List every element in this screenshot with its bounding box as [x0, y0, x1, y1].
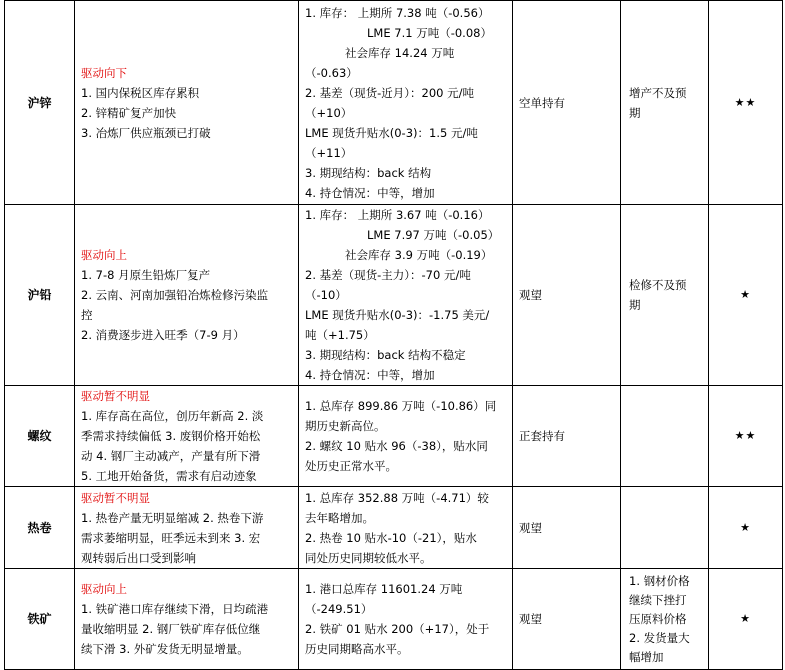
data-line: 处历史正常水平。: [305, 459, 397, 473]
driver-line: 2. 锌精矿复产加快: [81, 105, 177, 120]
driver-line: 1. 库存高在高位，创历年新高 2. 淡: [81, 409, 264, 423]
commodity-name: 螺纹: [5, 386, 75, 487]
commodity-name: 热卷: [5, 487, 75, 569]
driver-line: 1. 7-8 月原生铅炼厂复产: [81, 268, 211, 282]
data-line: 1. 库存： 上期所 7.38 吨（-0.56）: [305, 5, 490, 20]
data-line: 1. 总库存 899.86 万吨（-10.86）同: [305, 399, 497, 413]
data-line: 4. 持仓情况：中等，增加: [305, 368, 435, 382]
driver-line: 季需求持续偏低 3. 废钢价格开始松: [81, 429, 261, 443]
driver-line: 5. 工地开始备货，需求有启动迹象: [81, 469, 257, 483]
table-row: [5, 205, 783, 386]
direction-label: 驱动暂不明显: [81, 490, 150, 505]
data-line: （+10）: [305, 105, 353, 120]
data-line: 历史同期略高水平。: [305, 642, 409, 656]
data-line: 吨（+1.75）: [305, 328, 375, 342]
risk-line: 期: [629, 298, 641, 312]
data-line: 社会库存 14.24 万吨: [345, 45, 455, 60]
data-line: LME 7.1 万吨（-0.08）: [367, 25, 492, 40]
driver-line: 1. 国内保税区库存累积: [81, 85, 200, 100]
position-cell: 观望: [513, 205, 621, 386]
data-line: 1. 库存： 上期所 3.67 吨（-0.16）: [305, 208, 490, 222]
driver-line: 控: [81, 308, 93, 322]
risk-line: 检修不及预: [629, 278, 687, 292]
driver-line: 量收缩明显 2. 钢厂铁矿库存低位继: [81, 622, 261, 636]
driver-line: 续下滑 3. 外矿发货无明显增量。: [81, 642, 249, 656]
direction-label: 驱动向上: [81, 248, 127, 262]
data-line: LME 现货升贴水(0-3)：-1.75 美元/: [305, 308, 490, 322]
data-line: 期历史新高位。: [305, 419, 386, 433]
data-line: （-249.51）: [305, 602, 373, 616]
data-line: （+11）: [305, 145, 353, 160]
risk-cell: [621, 487, 709, 569]
position-cell: 观望: [513, 569, 621, 670]
data-line: 1. 港口总库存 11601.24 万吨: [305, 582, 463, 596]
driver-cell: [75, 386, 299, 487]
table-row: [5, 1, 783, 205]
data-cell: [299, 1, 513, 205]
driver-line: 1. 铁矿港口库存继续下滑，日均疏港: [81, 602, 269, 616]
position-cell: 观望: [513, 487, 621, 569]
data-line: 2. 基差（现货-主力）：-70 元/吨: [305, 268, 471, 282]
data-line: 2. 螺纹 10 贴水 96（-38），贴水同: [305, 439, 488, 453]
data-line: （-0.63）: [305, 65, 358, 80]
risk-cell: [621, 1, 709, 205]
rating-stars: ★: [709, 487, 783, 569]
rating-stars: ★: [709, 569, 783, 670]
table-row: [5, 386, 783, 487]
driver-cell: [75, 487, 299, 569]
data-line: 同处历史同期较低水平。: [305, 550, 432, 565]
data-line: LME 现货升贴水(0-3)：1.5 元/吨: [305, 125, 478, 140]
driver-line: 2. 云南、河南加强铅冶炼检修污染监: [81, 288, 269, 302]
position-cell: 空单持有: [513, 1, 621, 205]
direction-label: 驱动向上: [81, 582, 127, 596]
data-line: 社会库存 3.9 万吨（-0.19）: [345, 248, 493, 262]
direction-label: 驱动向下: [81, 65, 127, 80]
data-cell: [299, 487, 513, 569]
data-line: 4. 持仓情况：中等，增加: [305, 185, 435, 200]
risk-cell: [621, 569, 709, 670]
position-cell: 正套持有: [513, 386, 621, 487]
table-row: [5, 569, 783, 670]
data-cell: [299, 569, 513, 670]
data-line: 2. 铁矿 01 贴水 200（+17），处于: [305, 622, 490, 636]
risk-line: 增产不及预: [629, 85, 687, 100]
table-row: [5, 487, 783, 569]
rating-stars: ★: [709, 205, 783, 386]
commodity-table: [4, 0, 783, 670]
driver-cell: [75, 569, 299, 670]
data-line: 2. 热卷 10 贴水-10（-21），贴水: [305, 530, 477, 545]
data-cell: [299, 386, 513, 487]
commodity-name: 铁矿: [5, 569, 75, 670]
rating-stars: ★★: [709, 1, 783, 205]
risk-line: 幅增加: [629, 649, 664, 664]
driver-cell: [75, 1, 299, 205]
driver-line: 2. 消费逐步进入旺季（7-9 月）: [81, 328, 245, 342]
rating-stars: ★★: [709, 386, 783, 487]
direction-label: 驱动暂不明显: [81, 389, 150, 403]
driver-line: 3. 冶炼厂供应瓶颈已打破: [81, 125, 211, 140]
data-line: 去年略增加。: [305, 510, 374, 525]
driver-line: 动 4. 钢厂主动减产，产量有所下滑: [81, 449, 261, 463]
data-line: （-10）: [305, 288, 347, 302]
commodity-name: 沪锌: [5, 1, 75, 205]
driver-line: 需求萎缩明显，旺季远未到来 3. 宏: [81, 530, 261, 545]
driver-cell: [75, 205, 299, 386]
data-line: LME 7.97 万吨（-0.05）: [367, 228, 500, 242]
commodity-name: 沪铅: [5, 205, 75, 386]
data-line: 3. 期现结构：back 结构: [305, 165, 432, 180]
risk-line: 1. 钢材价格: [629, 573, 690, 588]
data-line: 1. 总库存 352.88 万吨（-4.71）较: [305, 490, 489, 505]
risk-line: 压原料价格: [629, 611, 687, 626]
data-line: 3. 期现结构：back 结构不稳定: [305, 348, 466, 362]
driver-line: 1. 热卷产量无明显缩减 2. 热卷下游: [81, 510, 264, 525]
data-cell: [299, 205, 513, 386]
risk-cell: [621, 205, 709, 386]
risk-line: 期: [629, 105, 641, 120]
risk-line: 继续下挫打: [629, 592, 687, 607]
risk-cell: [621, 386, 709, 487]
data-line: 2. 基差（现货-近月）：200 元/吨: [305, 85, 475, 100]
driver-line: 观转弱后出口受到影响: [81, 550, 196, 565]
risk-line: 2. 发货量大: [629, 630, 690, 645]
